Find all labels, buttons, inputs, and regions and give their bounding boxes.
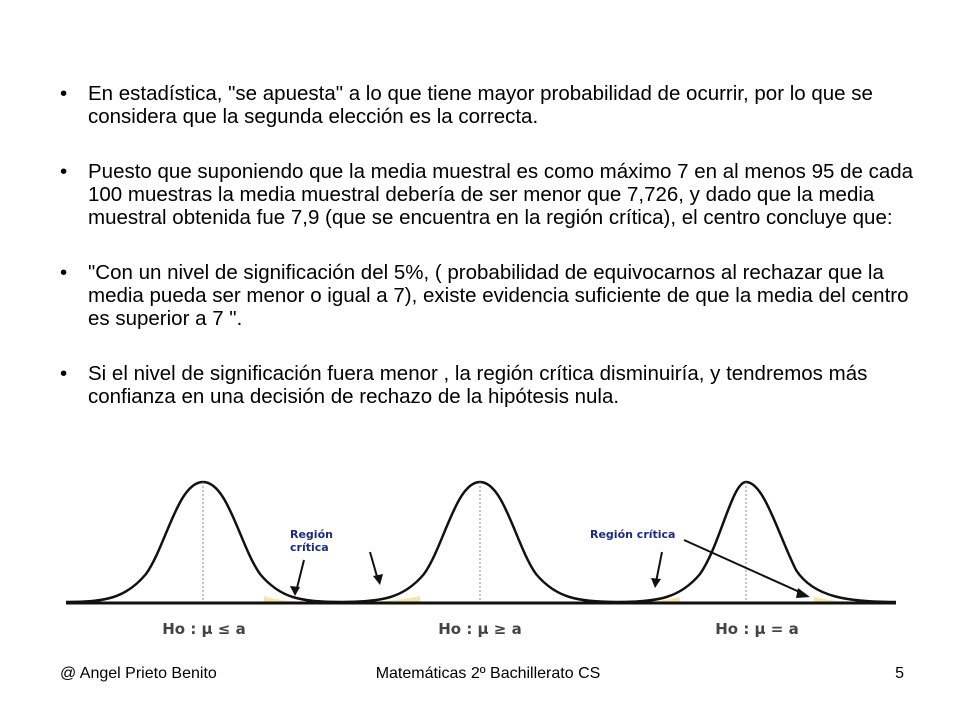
curve-two-tails (590, 474, 896, 644)
bullet-text: En estadística, "se apuesta" a lo que tiene mayor probabilidad de ocurrir, por lo que se considera que la segunda elección es la correcta. (88, 82, 873, 128)
bullet-list (58, 82, 918, 440)
arrow-head-icon (651, 578, 661, 588)
bullet-marker: • (60, 362, 68, 385)
arrow-head-icon (290, 586, 300, 596)
bullet-text: "Con un nivel de significación del 5%, ( probabilidad de equivocarnos al rechazar que la media pueda ser menor o igual a 7), existe evidencia suficiente de que la media del centro es superior a 7 ". (88, 261, 909, 330)
hypothesis-label: Ho : μ ≤ a (162, 620, 246, 638)
bullet-text: Puesto que suponiendo que la media muestral es como máximo 7 en al menos 95 de cada 100 muestras la media muestral debería de ser menor que 7,726, y dado que la media muestral obtenida fue 7,9 (que se encuentra en la región crítica), el centro concluye que: (88, 160, 914, 229)
arrow-line (656, 552, 662, 582)
footer-page-number: 5 (895, 665, 904, 682)
hypothesis-label: Ho : μ ≥ a (438, 620, 522, 638)
normal-curve (618, 482, 896, 602)
curve-two-tails-svg (618, 474, 896, 614)
arrow-head-icon (373, 574, 383, 585)
bullet-item (58, 160, 918, 229)
bullet-marker: • (60, 82, 68, 105)
region-label: Región crítica (290, 528, 333, 554)
bullet-item (58, 82, 918, 128)
curve-left-tail (342, 474, 618, 644)
normal-curves-figure (66, 474, 896, 644)
hypothesis-label: Ho : μ = a (715, 620, 799, 638)
curve-right-tail (66, 474, 342, 644)
arrow-head-icon (796, 588, 810, 598)
bullet-item (58, 362, 918, 408)
curve-left-tail-svg (342, 474, 618, 614)
bullet-item (58, 261, 918, 330)
footer-author: @ Angel Prieto Benito (60, 665, 217, 682)
bullet-text: Si el nivel de significación fuera menor , la región crítica disminuiría, y tendremos más confianza en una decisión de rechazo de la hipótesis nula. (88, 362, 868, 408)
region-label: Región crítica (590, 528, 676, 541)
footer-course: Matemáticas 2º Bachillerato CS (375, 665, 601, 682)
bullet-marker: • (60, 261, 68, 284)
bullet-marker: • (60, 160, 68, 183)
